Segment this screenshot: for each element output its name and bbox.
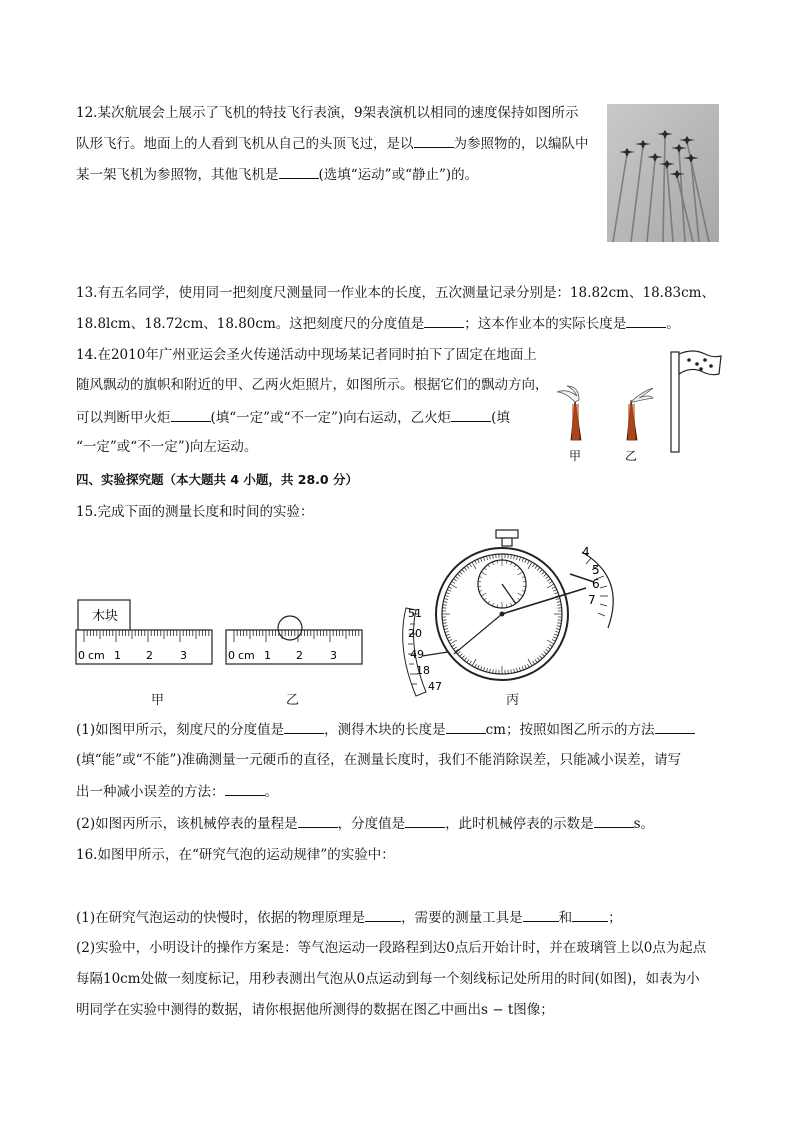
q16-blank3[interactable] <box>572 907 608 922</box>
q15-p1-line3 <box>76 781 278 802</box>
side-label-18: 18 <box>416 664 430 677</box>
flag-torch-figure <box>553 348 723 468</box>
q15-text: 出一种减小误差的方法： <box>76 784 225 800</box>
q16-blank2[interactable] <box>523 907 559 922</box>
q14-line4: “一定”或“不一定”)向左运动。 <box>76 439 258 455</box>
q16-text: ； <box>608 910 622 926</box>
q14-blank1[interactable] <box>171 407 211 422</box>
q13-line2 <box>76 313 680 334</box>
outer-label-7: 7 <box>588 593 596 607</box>
q15-text: s。 <box>633 816 655 832</box>
q15-blank7[interactable] <box>594 813 634 828</box>
ruler-yi-label-cm: cm <box>238 649 255 662</box>
q16-p1 <box>76 907 622 928</box>
q12-blank2[interactable] <box>279 164 319 179</box>
q16-text: (1)在研究气泡运动的快慢时，依据的物理原理是 <box>76 910 366 926</box>
q15-p1-line1 <box>76 719 695 740</box>
q16-text: ，需要的测量工具是 <box>401 910 523 926</box>
caption-bing: 丙 <box>506 693 520 708</box>
torch-yi-label: 乙 <box>625 449 638 463</box>
ruler-jia-label-cm: cm <box>88 649 105 662</box>
ruler-jia-label-0: 0 <box>78 649 85 662</box>
q13-blank2[interactable] <box>626 313 666 328</box>
q12-line3 <box>76 164 478 185</box>
q14-line2: 随风飘动的旗帜和附近的甲、乙两火炬照片，如图所示。根据它们的飘动方向， <box>76 377 549 393</box>
q15-text: (1)如图甲所示，刻度尺的分度值是 <box>76 722 285 738</box>
airshow-photo <box>607 104 719 242</box>
q12-text: (选填“运动”或“静止”)的。 <box>318 167 479 183</box>
q15-p2 <box>76 813 654 834</box>
stopwatch-crown <box>496 530 518 538</box>
q13-text: 。 <box>666 316 680 332</box>
q15-text: cm；按照如图乙所示的方法 <box>485 722 655 738</box>
section4-title: 四、实验探究题（本大题共 4 小题，共 28.0 分） <box>76 472 358 487</box>
torch-yi-flame <box>631 388 653 402</box>
torch-jia-label: 甲 <box>569 449 582 463</box>
q15-blank5[interactable] <box>298 813 338 828</box>
ruler-yi-figure <box>224 612 366 668</box>
ruler-yi-label-2: 2 <box>296 649 303 662</box>
q12-line2 <box>76 133 589 154</box>
q15-p1-line2: (填“能”或“不能”)准确测量一元硬币的直径，在测量长度时，我们不能消除误差，只能减小误差，请写 <box>76 752 682 768</box>
flag <box>679 351 721 375</box>
q12-text: 某一架飞机为参照物，其他飞机是 <box>76 167 279 183</box>
q14-line3 <box>76 407 510 428</box>
q15-intro: 15.完成下面的测量长度和时间的实验： <box>76 504 314 520</box>
ruler-jia-label-3: 3 <box>180 649 187 662</box>
wood-block-label: 木块 <box>92 609 119 624</box>
q14-text: (填 <box>491 410 510 426</box>
q12-blank1[interactable] <box>414 133 454 148</box>
q14-text: 可以判断甲火炬 <box>76 410 171 426</box>
q15-text: (2)如图丙所示，该机械停表的量程是 <box>76 816 298 832</box>
q12-text: 为参照物的，以编队中 <box>453 136 589 152</box>
q15-blank6[interactable] <box>405 813 445 828</box>
q16-p2-line1: (2)实验中，小明设计的操作方案是：等气泡运动一段路程到达0点后开始计时，并在玻璃管上以0点为起点 <box>76 940 707 956</box>
q15-blank1[interactable] <box>284 719 324 734</box>
q14-blank2[interactable] <box>451 407 491 422</box>
caption-yi: 乙 <box>286 693 300 708</box>
torch-jia-flame <box>557 386 579 402</box>
q14-line1: 14.在2010年广州亚运会圣火传递活动中现场某记者同时拍下了固定在地面上 <box>76 347 537 363</box>
q15-text: 。 <box>264 784 278 800</box>
outer-label-4: 4 <box>582 545 590 559</box>
ruler-yi-label-0: 0 <box>228 649 235 662</box>
q12-line1: 12.某次航展会上展示了飞机的特技飞行表演，9架表演机以相同的速度保持如图所示 <box>76 105 579 121</box>
q12-text: 队形飞行。地面上的人看到飞机从自己的头顶飞过，是以 <box>76 136 414 152</box>
q13-text: 18.8lcm、18.72cm、18.80cm。这把刻度尺的分度值是 <box>76 316 425 332</box>
side-label-51: 51 <box>408 607 422 620</box>
q13-blank1[interactable] <box>424 313 464 328</box>
q16-intro: 16.如图甲所示，在“研究气泡的运动规律”的实验中： <box>76 847 395 863</box>
side-label-47: 47 <box>428 680 442 693</box>
flag-pole <box>671 352 679 452</box>
caption-jia: 甲 <box>151 693 165 708</box>
q14-text: (填“一定”或“不一定”)向右运动，乙火炬 <box>210 410 452 426</box>
q16-blank1[interactable] <box>365 907 401 922</box>
outer-label-5: 5 <box>592 563 600 577</box>
outer-label-6: 6 <box>592 577 600 591</box>
q15-blank3[interactable] <box>655 719 695 734</box>
q15-blank2[interactable] <box>446 719 486 734</box>
q15-text: ，测得木块的长度是 <box>324 722 446 738</box>
ruler-yi-label-3: 3 <box>330 649 337 662</box>
q16-text: 和 <box>558 910 573 926</box>
q15-blank4[interactable] <box>225 781 265 796</box>
q16-p2-line2: 每隔10cm处做一刻度标记，用秒表测出气泡从0点运动到每一个刻线标记处所用的时间(如图)，如表为小 <box>76 971 700 987</box>
q15-text: ，分度值是 <box>337 816 406 832</box>
ruler-jia-label-1: 1 <box>114 649 121 662</box>
ruler-yi-label-1: 1 <box>264 649 271 662</box>
ruler-jia-figure <box>74 596 216 668</box>
ruler-jia-label-2: 2 <box>146 649 153 662</box>
q13-text: ；这本作业本的实际长度是 <box>464 316 627 332</box>
q13-line1: 13.有五名同学，使用同一把刻度尺测量同一作业本的长度，五次测量记录分别是：18.82cm、18.83cm、 <box>76 285 715 301</box>
q15-text: ，此时机械停表的示数是 <box>445 816 594 832</box>
q16-p2-line3: 明同学在实验中测得的数据，请你根据他所测得的数据在图乙中画出s − t图像； <box>76 1002 554 1018</box>
stopwatch-figure <box>386 528 632 698</box>
side-label-20: 20 <box>408 627 422 640</box>
side-label-49: 49 <box>410 648 424 661</box>
